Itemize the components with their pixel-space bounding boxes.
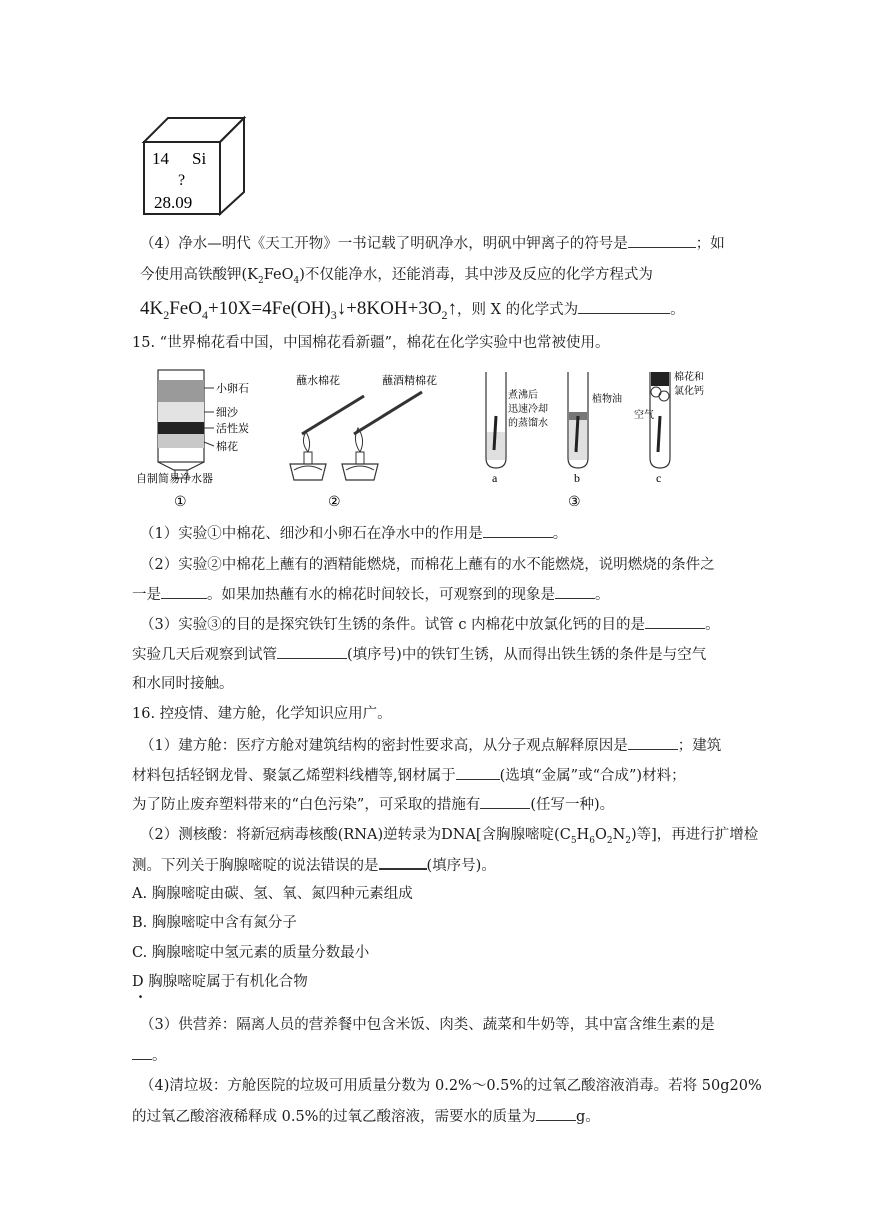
answer-blank[interactable] <box>161 584 207 599</box>
q14-4-text: FeO <box>263 267 294 283</box>
q15-text: 。 <box>705 617 720 633</box>
boiled-water-label-1: 煮沸后 <box>508 390 538 401</box>
stray-dot: · <box>138 989 144 1006</box>
q16-text: g。 <box>575 1109 600 1125</box>
q15-text: 。 <box>595 587 610 603</box>
test-tube-figure <box>470 366 720 512</box>
q15-text: (填序号)中的铁钉生锈，从而得出铁生锈的条件是与空气 <box>347 647 707 663</box>
answer-blank[interactable] <box>277 644 347 659</box>
q16-text: 。 <box>152 1048 167 1064</box>
layer-label-pebbles: 小卵石 <box>216 382 249 395</box>
q16-text: O <box>594 827 607 843</box>
q15-p3-line3: 和水同时接触。 <box>132 676 234 692</box>
tube-b-label: b <box>574 471 580 485</box>
element-number: 14 <box>152 149 169 168</box>
element-mass: 28.09 <box>154 193 193 212</box>
q15-p2-line2 <box>132 584 610 605</box>
q14-4-text: ，则 X 的化学式为 <box>457 302 579 318</box>
answer-blank[interactable] <box>456 765 500 780</box>
q16-option-c: C. 胸腺嘧啶中氢元素的质量分数最小 <box>132 945 370 961</box>
q16-p4-line1: （4)清垃圾：方舱医院的垃圾可用质量分数为 0.2%～0.5%的过氧乙酸溶液消毒。若将 50g20% <box>140 1078 762 1094</box>
q14-4-line1 <box>140 233 725 254</box>
q15-intro: 15. “世界棉花看中国，中国棉花看新疆”，棉花在化学实验中也常被使用。 <box>132 335 610 351</box>
alcohol-lamp-figure <box>282 370 452 512</box>
q16-p2-line2 <box>132 854 496 876</box>
q16-option-d: D 胸腺嘧啶属于有机化合物 <box>132 974 308 990</box>
q16-text: (填序号)。 <box>426 858 496 874</box>
q16-p1-line3 <box>132 794 614 815</box>
answer-blank[interactable] <box>536 1106 576 1121</box>
answer-blank[interactable] <box>645 614 705 629</box>
answer-blank[interactable] <box>483 523 553 538</box>
q15-text: （1）实验①中棉花、细沙和小卵石在净水中的作用是 <box>140 526 483 542</box>
q14-4-text: )不仅能净水，还能消毒，其中涉及反应的化学方程式为 <box>299 267 653 283</box>
answer-blank[interactable] <box>132 1045 152 1060</box>
q15-text: 。 <box>552 526 568 542</box>
cotton-water-label: 蘸水棉花 <box>296 374 340 387</box>
q15-text: 。如果加热蘸有水的棉花时间较长，可观察到的现象是 <box>207 587 555 603</box>
oil-label: 植物油 <box>592 394 622 405</box>
answer-blank[interactable] <box>628 233 696 248</box>
q14-4-text: （4）净水—明代《天工开物》一书记载了明矾净水，明矾中钾离子的符号是 <box>140 236 628 252</box>
q15-p3-line2 <box>132 644 706 665</box>
q16-text: H <box>576 827 590 843</box>
q16-intro: 16. 控疫情、建方舱，化学知识应用广。 <box>132 706 392 722</box>
figure2-number: ② <box>328 494 341 510</box>
tube-c-label: c <box>656 471 662 485</box>
boiled-water-label-2: 迅速冷却 <box>508 404 548 415</box>
q14-4-text: ；如 <box>695 236 725 252</box>
q16-text: （2）测核酸：将新冠病毒核酸(RNA)逆转录为DNA[含胸腺嘧啶(C <box>140 827 571 843</box>
answer-blank[interactable] <box>628 735 678 750</box>
answer-blank[interactable] <box>379 854 427 870</box>
q16-text: (选填“金属”或“合成”)材料； <box>499 768 686 784</box>
layer-label-sand: 细沙 <box>216 406 238 419</box>
q15-p3-line1 <box>140 614 720 635</box>
q16-text: 测。下列关于胸腺嘧啶的说法错误的是 <box>132 858 379 874</box>
figure1-caption: 自制简易净水器 <box>136 472 213 485</box>
boiled-water-label-3: 的蒸馏水 <box>508 418 548 429</box>
q16-text: 材料包括轻钢龙骨、聚氯乙烯塑料线槽等,钢材属于 <box>132 768 456 784</box>
tube-a-label: a <box>492 471 498 485</box>
chemical-equation: $4K_2FeO_4+10X=4Fe(OH)_3↓+8KOH+3O_2↑$ <box>140 298 458 322</box>
q14-4-text: 。 <box>670 302 685 318</box>
air-label: 空气 <box>634 410 654 421</box>
cotton-alcohol-label: 蘸酒精棉花 <box>382 374 437 387</box>
answer-blank[interactable] <box>578 299 670 314</box>
q15-text: 实验几天后观察到试管 <box>132 647 277 663</box>
q16-text: )等]，再进行扩增检 <box>630 827 759 843</box>
q14-4-line2 <box>140 265 653 291</box>
figure3-number: ③ <box>568 494 581 510</box>
water-purifier-figure <box>130 366 260 512</box>
element-card-figure <box>140 114 250 218</box>
element-symbol: Si <box>192 149 207 168</box>
q16-text: （1）建方舱：医疗方舱对建筑结构的密封性要求高，从分子观点解释原因是 <box>140 738 628 754</box>
q16-text: 为了防止废弃塑料带来的“白色污染”，可采取的措施有 <box>132 797 481 813</box>
q16-option-a: A. 胸腺嘧啶由碳、氢、氧、氮四种元素组成 <box>132 886 413 902</box>
subscript: 2 <box>606 835 613 846</box>
cotton-cacl2-label-1: 棉花和 <box>674 372 704 383</box>
subscript: 5 <box>570 835 577 846</box>
q16-text: N <box>612 827 626 843</box>
q15-p2-line1: （2）实验②中棉花上蘸有的酒精能燃烧，而棉花上蘸有的水不能燃烧，说明燃烧的条件之 <box>140 557 715 573</box>
q15-text: 一是 <box>132 587 161 603</box>
q15-p1 <box>140 523 567 544</box>
q16-p4-line2 <box>132 1106 600 1127</box>
q16-p3-line2 <box>132 1045 167 1066</box>
element-name: ? <box>178 172 186 189</box>
q16-text: (任写一种)。 <box>530 797 615 813</box>
answer-blank[interactable] <box>480 794 530 809</box>
q16-option-b: B. 胸腺嘧啶中含有氮分子 <box>132 915 297 931</box>
q16-text: 的过氧乙酸溶液稀释成 0.5%的过氧乙酸溶液，需要水的质量为 <box>132 1109 536 1125</box>
subscript: 2 <box>258 275 264 286</box>
figure1-number: ① <box>174 494 187 510</box>
q16-p1-line2 <box>132 765 686 786</box>
q16-p1-line1 <box>140 735 721 756</box>
subscript: 2 <box>625 835 631 846</box>
q14-4-equation-line <box>140 296 685 328</box>
cotton-cacl2-label-2: 氯化钙 <box>674 386 704 397</box>
q14-4-text: 今使用高铁酸钾(K <box>140 267 258 283</box>
q15-text: （3）实验③的目的是探究铁钉生锈的条件。试管 c 内棉花中放氯化钙的目的是 <box>140 617 646 633</box>
answer-blank[interactable] <box>555 584 595 599</box>
q16-p3-line1: （3）供营养：隔离人员的营养餐中包含米饭、肉类、蔬菜和牛奶等，其中富含维生素的是 <box>140 1017 715 1033</box>
q16-text: ；建筑 <box>677 738 722 754</box>
subscript: 4 <box>293 275 300 286</box>
layer-label-carbon: 活性炭 <box>216 422 249 435</box>
layer-label-cotton: 棉花 <box>216 440 238 453</box>
subscript: 6 <box>589 835 595 846</box>
q16-p2-line1 <box>140 825 758 851</box>
